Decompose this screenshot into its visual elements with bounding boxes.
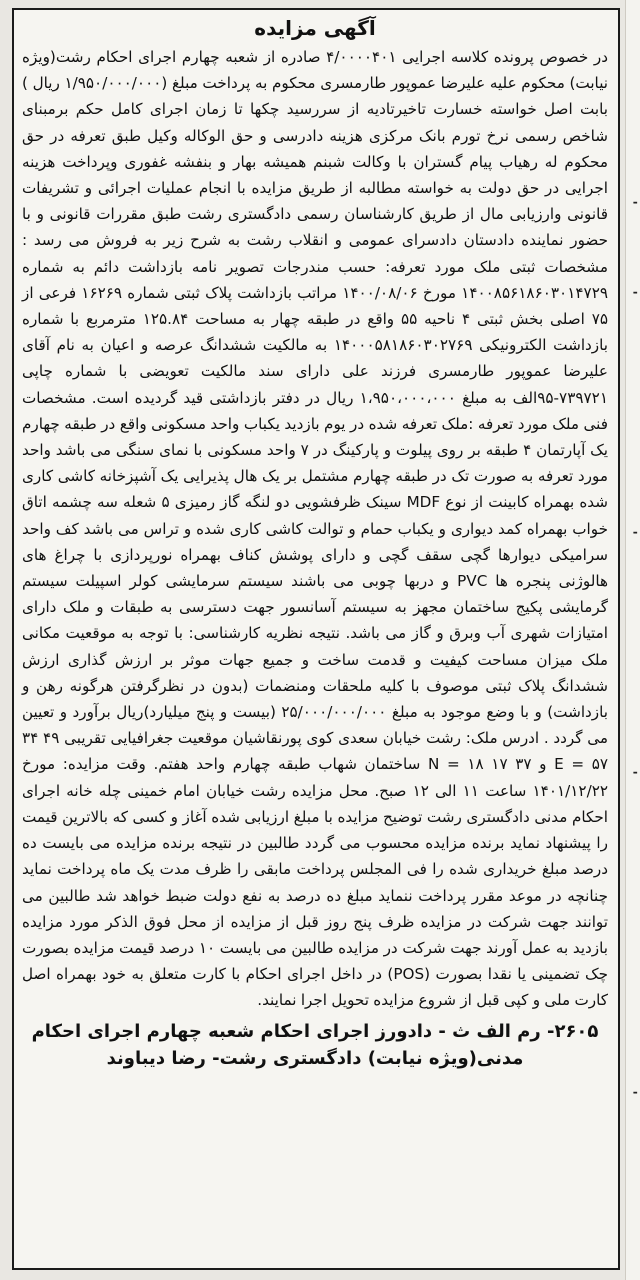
auction-notice-box — [12, 8, 620, 1270]
notice-body: در خصوص پرونده کلاسه اجرایی ۴/۰۰۰۰۴۰۱ صادره از شعبه چهارم اجرای احکام رشت(ویژه نیابت) محکوم علیه علیرضا عموپور طارمسری محکوم به پرداخت مبلغ (۱/۹۵۰/۰۰۰/۰۰۰ ریال ) بابت اصل خواسته خسارت تاخیرتادیه از سررسید چکها تا زمان اجرای کامل حکم برمبنای شاخص رسمی نرخ تورم بانک مرکزی هزینه دادرسی و حق الوکاله وکیل طبق تعرفه در حق محکوم له رهیاب پیام گستران با وکالت شبنم همیشه بهار و بنفشه غفوری وپرداخت هزینه اجرایی در حق دولت به خواسته مطالبه از طریق مزایده با انجام عملیات اجرائی و تشریفات قانونی وارزیابی مال از طریق کارشناسان رسمی دادگستری رشت طبق مقررات قانونی و با حضور نماینده دادستان دادسرای عمومی و انقلاب رشت به شرح زیر به فروش می رسد : مشخصات ثبتی ملک مورد تعرفه: حسب مندرجات تصویر نامه بازداشت دائم به شماره ۱۴۰۰۸۵۶۱۸۶۰۳۰۱۴۷۲۹ مورخ ۱۴۰۰/۰۸/۰۶ مراتب بازداشت پلاک ثبتی شماره ۱۶۲۶۹ فرعی از ۷۵ اصلی بخش ثبتی ۴ ناحیه ۵۵ واقع در طبقه چهار به مساحت ۱۲۵.۸۴ مترمربع با شماره بازداشت الکترونیکی ۱۴۰۰۰۵۸۱۸۶۰۳۰۲۷۶۹ به مالکیت ششدانگ عرصه و اعیان به نام آقای علیرضا عموپور طارمسری فرزند علی دارای سند مالکیت تعویضی با شماره چاپی ۷۳۹۷۲۱-۹۵الف به مبلغ ۱،۹۵۰،۰۰۰،۰۰۰ ریال در دفتر بازداشتی قید گردیده است. مشخصات فنی ملک مورد تعرفه :ملک تعرفه شده در یوم بازدید یکباب واحد مسکونی واقع در طبقه چهارم یک آپارتمان ۴ طبقه بر روی پیلوت و پارکینگ در ۷ واحد مسکونی با نمای سنگی می باشد واحد مورد تعرفه به صورت تک در طبقه چهارم مشتمل بر یک هال پذیرایی یک آشپزخانه کاشی کاری شده بهمراه کابینت از نوع MDF سینک ظرفشویی دو لنگه گاز رمیزی ۵ شعله سه چشمه اتاق خواب بهمراه کمد دیواری و یکباب حمام و توالت کاشی کاری شده و تراس می باشد کف واحد سرامیکی دیوارها گچی سقف گچی و دارای پوشش کناف بهمراه نورپردازی با چراغ های هالوژنی پنجره ها PVC و دربها چوبی می باشند سیستم سرمایشی کولر اسپیلت سیستم گرمایشی پکیج ساختمان مجهز به سیستم آسانسور جهت دسترسی به طبقات و ملک دارای امتیازات شهری آب وبرق و گاز می باشد. نتیجه نظریه کارشناسی: با توجه به موقعیت مکانی ملک میزان مساحت کیفیت و قدمت ساخت و جمیع جهات موثر بر ارزش گذاری ارزش ششدانگ پلاک ثبتی موصوف با کلیه ملحقات ومنضمات (بدون در نظرگرفتن هرگونه رهن و بازداشت) و با وضع موجود به مبلغ ۲۵/۰۰۰/۰۰۰/۰۰۰ (بیست و پنج میلیارد)ریال برآورد و تعیین می گردد . ادرس ملک: رشت خیابان سعدی کوی پورنقاشیان موقعیت جغرافیایی تقریبی ۴۹ ۳۴ ۵۷ = E و ۳۷ ۱۷ ۱۸ = N ساختمان شهاب طبقه چهارم واحد هفتم. وقت مزایده: مورخ ۱۴۰۱/۱۲/۲۲ ساعت ۱۱ الی ۱۲ صبح. محل مزایده رشت خیابان امام خمینی چله خانه اجرای احکام مدنی دادگستری رشت توضیح مزایده با مبلغ ارزیابی شده آغاز و کسی که بالاترین قیمت را پیشنهاد نماید برنده مزایده محسوب می گردد طالبین در نتیجه برنده مزایده می بایست ده درصد مبلغ خریداری شده را فی المجلس پرداخت مابقی را ظرف مدت یک ماه پرداخت نماید چنانچه در موعد مقرر پرداخت ننماید مبلغ ده درصد به نفع دولت ضبط خواهد شد طالبین می توانند جهت شرکت در مزایده ظرف پنج روز قبل از مزایده از محل فوق الذکر مورد مزایده بازدید به عمل آورند جهت شرکت در مزایده طالبین می بایست ۱۰ درصد قیمت مزایده بصورت چک تضمینی یا نقدا بصورت (POS) در داخل اجرای احکام با کارت متعلق به خود بهمراه اصل کارت ملی و کپی قبل از شروع مزایده تحویل اجرا نمایند. — [22, 48, 609, 1010]
notice-title: آگهی مزایده — [254, 16, 376, 40]
footer-line-2: مدنی(ویژه نیابت) دادگستری رشت- رضا دیباوند — [106, 1047, 524, 1069]
edge-glyph: ـ — [633, 1075, 637, 1099]
footer-line-1: ۲۶۰۵- رم الف ث - دادورز اجرای احکام شعبه چهارم اجرای احکام — [31, 1020, 599, 1042]
edge-glyph: ـ — [633, 275, 637, 299]
edge-glyph: ـ — [633, 515, 637, 539]
notice-footer — [22, 1018, 608, 1072]
edge-glyph: ـ — [633, 755, 637, 779]
adjacent-column-edge — [625, 0, 640, 1280]
edge-glyph: ـ — [633, 185, 637, 209]
